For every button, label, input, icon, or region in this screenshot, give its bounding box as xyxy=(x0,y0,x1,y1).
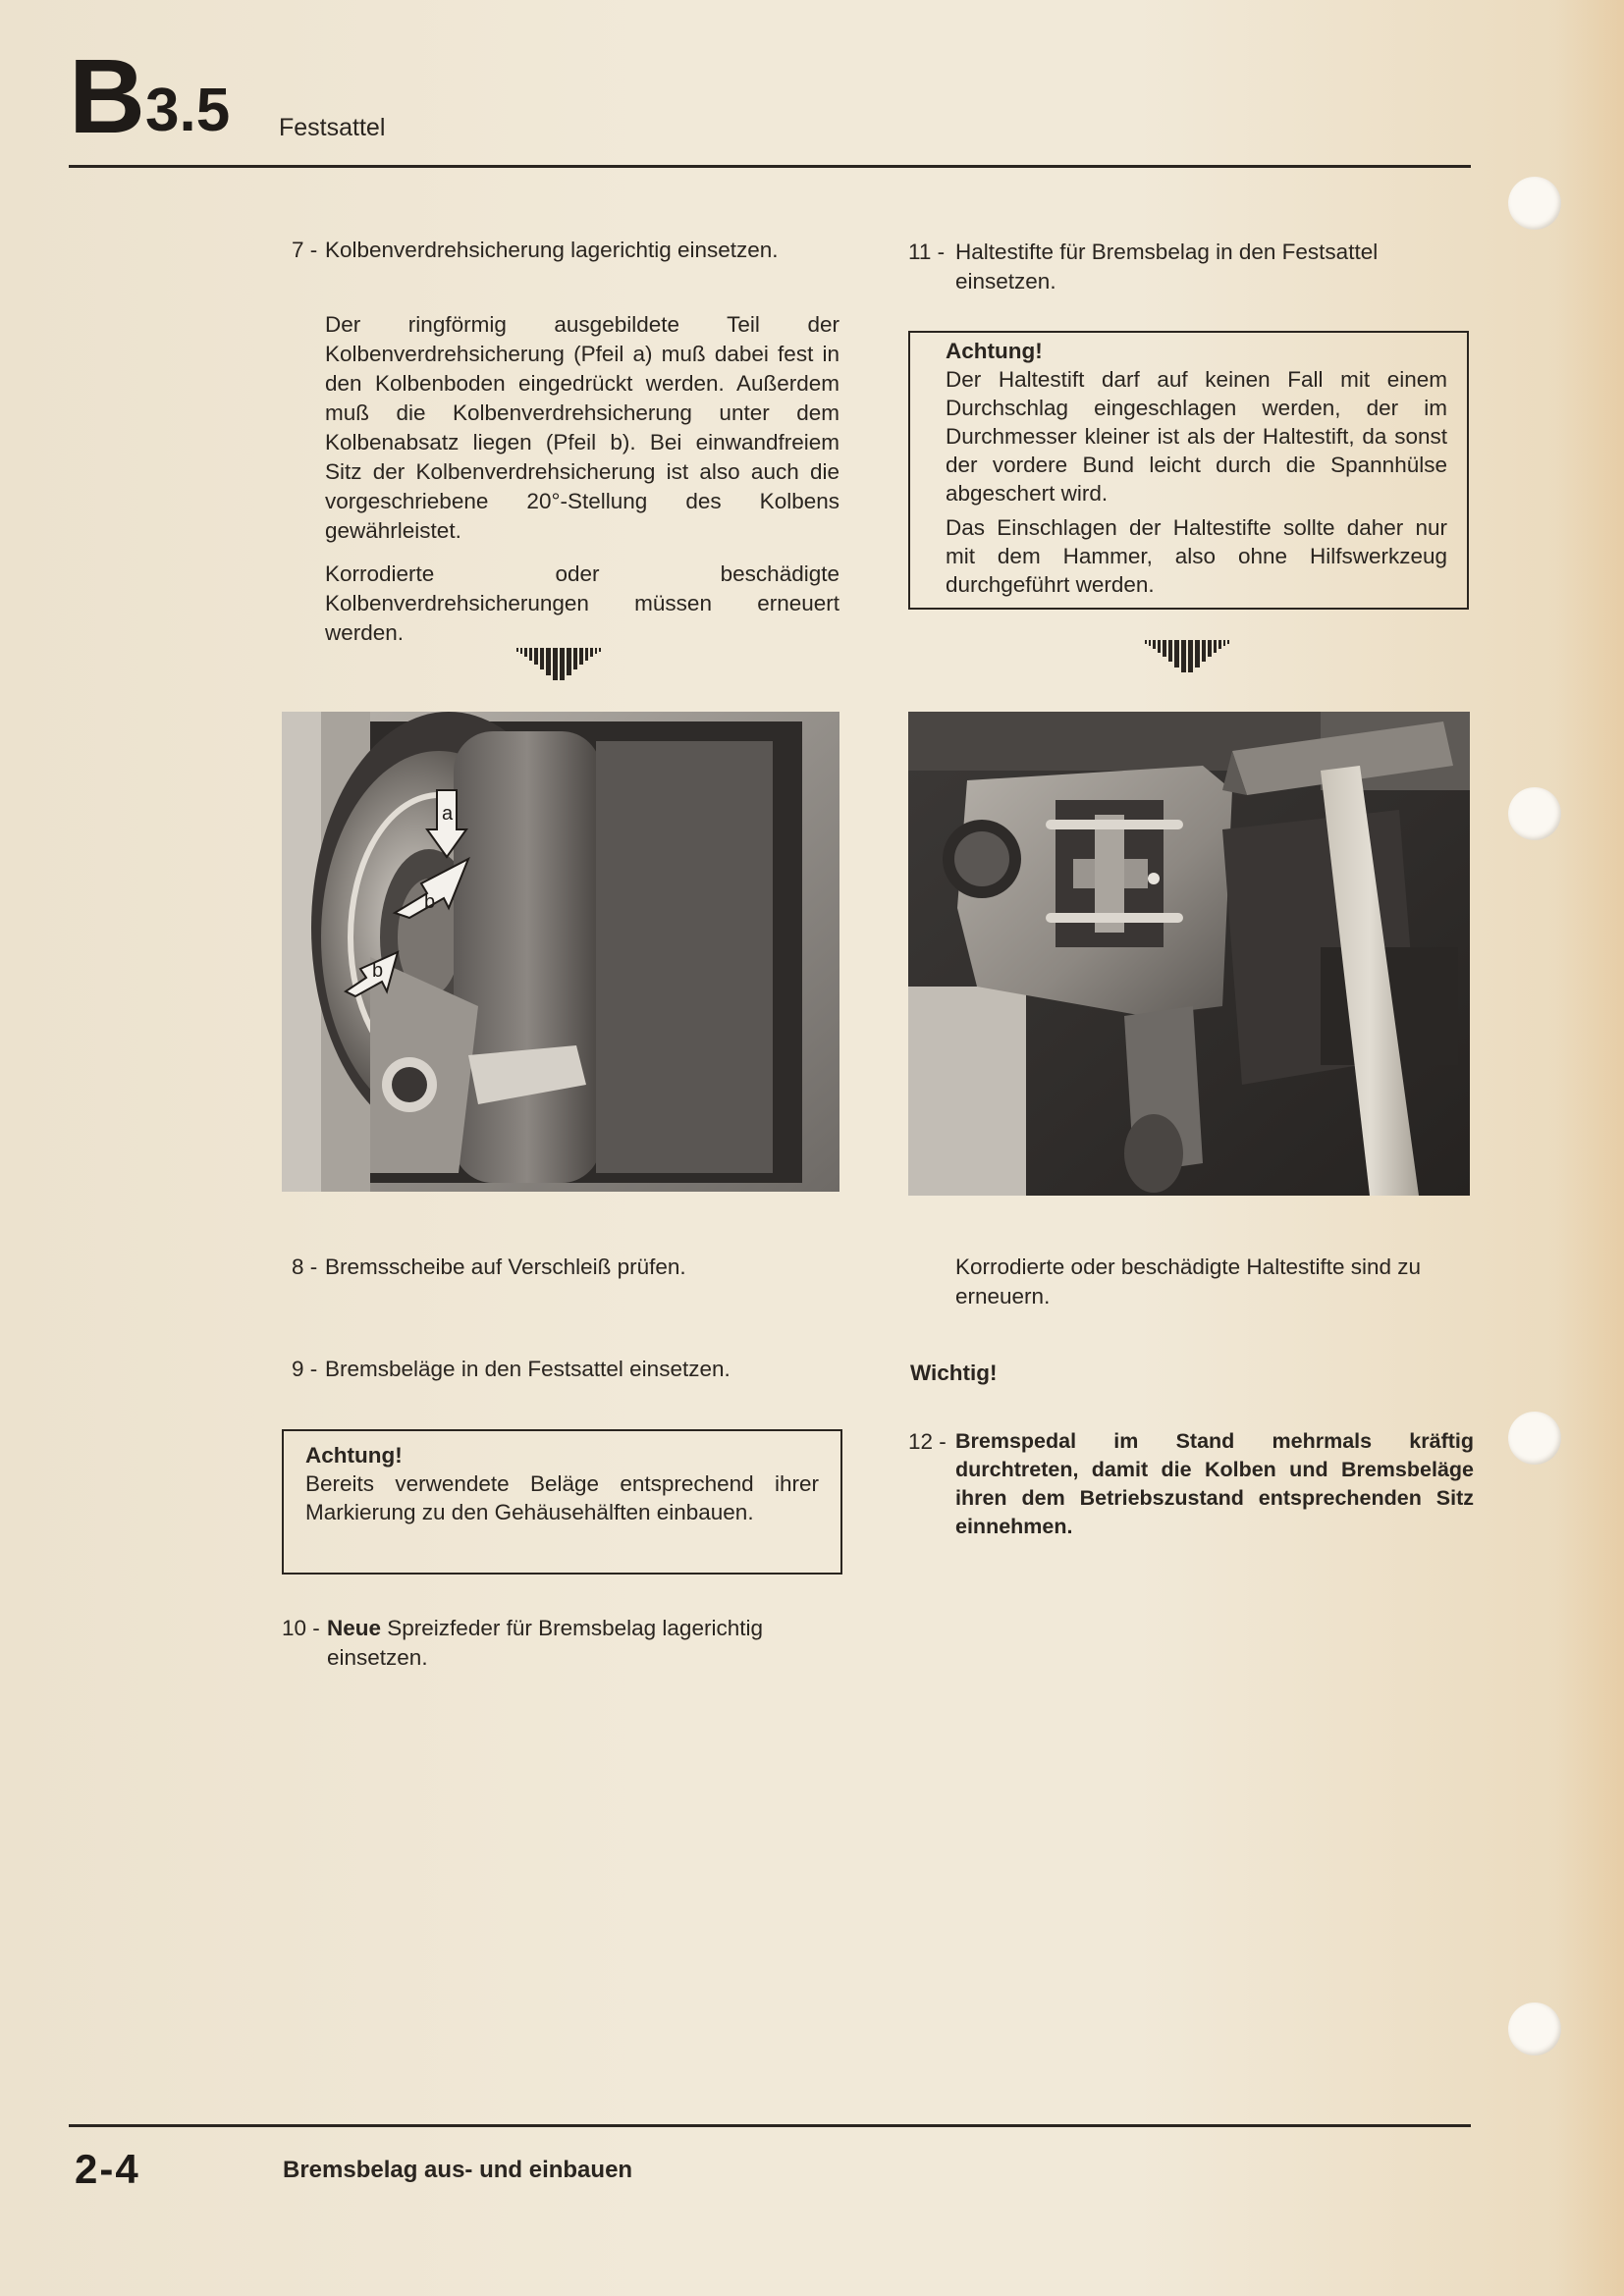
label-b-lower: b xyxy=(372,960,384,982)
section-number: 3.5 xyxy=(145,77,231,144)
step-10-bold-word: Neue xyxy=(327,1616,382,1640)
step-9-number: 9 - xyxy=(292,1357,318,1381)
step-7-paragraph-1: Der ringförmig ausgebildete Teil der Kolbenverdrehsicherung (Pfeil a) muß dabei fest in den Kolbenboden eingedrückt werden. Außerdem muß die Kolbenverdrehsicherung unter dem Kolbenabsatz liegen (Pfeil b). Bei einwandfreiem Sitz der Kolbenverdrehsicherung ist also auch die vorgeschriebene 20°-Stellung des Kolbens gewährleistet. xyxy=(325,312,839,543)
photo-caliper-retaining-pins xyxy=(908,712,1470,1196)
chapter-title: Bremsbelag aus- und einbauen xyxy=(283,2157,633,2183)
important-label: Wichtig! xyxy=(910,1361,998,1385)
caution-text-right-1: Der Haltestift darf auf keinen Fall mit einem Durchschlag eingeschlagen werden, der im Durchmesser kleiner ist als der Haltestift, da sonst der vordere Bund leicht durch die Spannhülse abgeschert wird. xyxy=(946,367,1447,506)
caution-text-right-2: Das Einschlagen der Haltestifte sollte daher nur mit dem Hammer, also ohne Hilfswerkzeug durchgeführt werden. xyxy=(946,515,1447,597)
header-rule xyxy=(69,165,1471,168)
step-11 xyxy=(908,238,1478,296)
caution-title-left: Achtung! xyxy=(305,1443,403,1468)
step-10-number: 10 - xyxy=(282,1616,320,1640)
step-7 xyxy=(292,236,841,265)
caution-box-right xyxy=(908,331,1469,610)
page-number: 2-4 xyxy=(75,2146,140,2192)
step-10 xyxy=(282,1614,843,1673)
photo-piston-anti-rotation xyxy=(282,712,839,1192)
step-12-number: 12 - xyxy=(908,1429,947,1454)
step-9 xyxy=(292,1355,841,1384)
punch-hole-top xyxy=(1508,177,1561,230)
label-b-upper: b xyxy=(424,891,436,913)
paper-edge-tint xyxy=(1555,0,1624,2296)
caution-box-left xyxy=(282,1429,842,1575)
step-10-text: Spreizfeder für Bremsbelag lagerichtig einsetzen. xyxy=(327,1616,763,1670)
step-8-number: 8 - xyxy=(292,1255,318,1279)
caution-text-left: Bereits verwendete Beläge entsprechend ihrer Markierung zu den Gehäusehälften einbauen. xyxy=(305,1471,819,1524)
step-11-number: 11 - xyxy=(908,240,946,264)
punch-hole-bottom xyxy=(1508,2002,1561,2056)
step-9-text: Bremsbeläge in den Festsattel einsetzen. xyxy=(325,1357,731,1381)
footer-rule xyxy=(69,2124,1471,2127)
continue-arrow-right-icon xyxy=(1139,636,1237,677)
punch-hole-lower-middle xyxy=(1508,1412,1561,1465)
pins-replace-paragraph: Korrodierte oder beschädigte Haltestifte sind zu erneuern. xyxy=(955,1255,1422,1308)
section-letter: B xyxy=(69,36,143,155)
step-11-text: Haltestifte für Bremsbelag in den Festsattel einsetzen. xyxy=(955,240,1379,294)
label-a: a xyxy=(442,803,454,825)
step-7-text: Kolbenverdrehsicherung lagerichtig einsetzen. xyxy=(325,238,779,262)
continue-arrow-left-icon xyxy=(511,644,609,685)
step-7-paragraph-2: Korrodierte oder beschädigte Kolbenverdrehsicherungen müssen erneuert werden. xyxy=(325,561,839,645)
section-title: Festsattel xyxy=(279,114,386,141)
step-8 xyxy=(292,1253,841,1282)
step-8-text: Bremsscheibe auf Verschleiß prüfen. xyxy=(325,1255,686,1279)
punch-hole-upper-middle xyxy=(1508,787,1561,840)
step-12-text: Bremspedal im Stand mehrmals kräftig durchtreten, damit die Kolben und Bremsbeläge ihren dem Betriebszustand entsprechenden Sitz einnehmen. xyxy=(955,1429,1474,1538)
step-12 xyxy=(908,1427,1478,1541)
step-7-number: 7 - xyxy=(292,238,318,262)
caution-title-right: Achtung! xyxy=(946,339,1043,363)
